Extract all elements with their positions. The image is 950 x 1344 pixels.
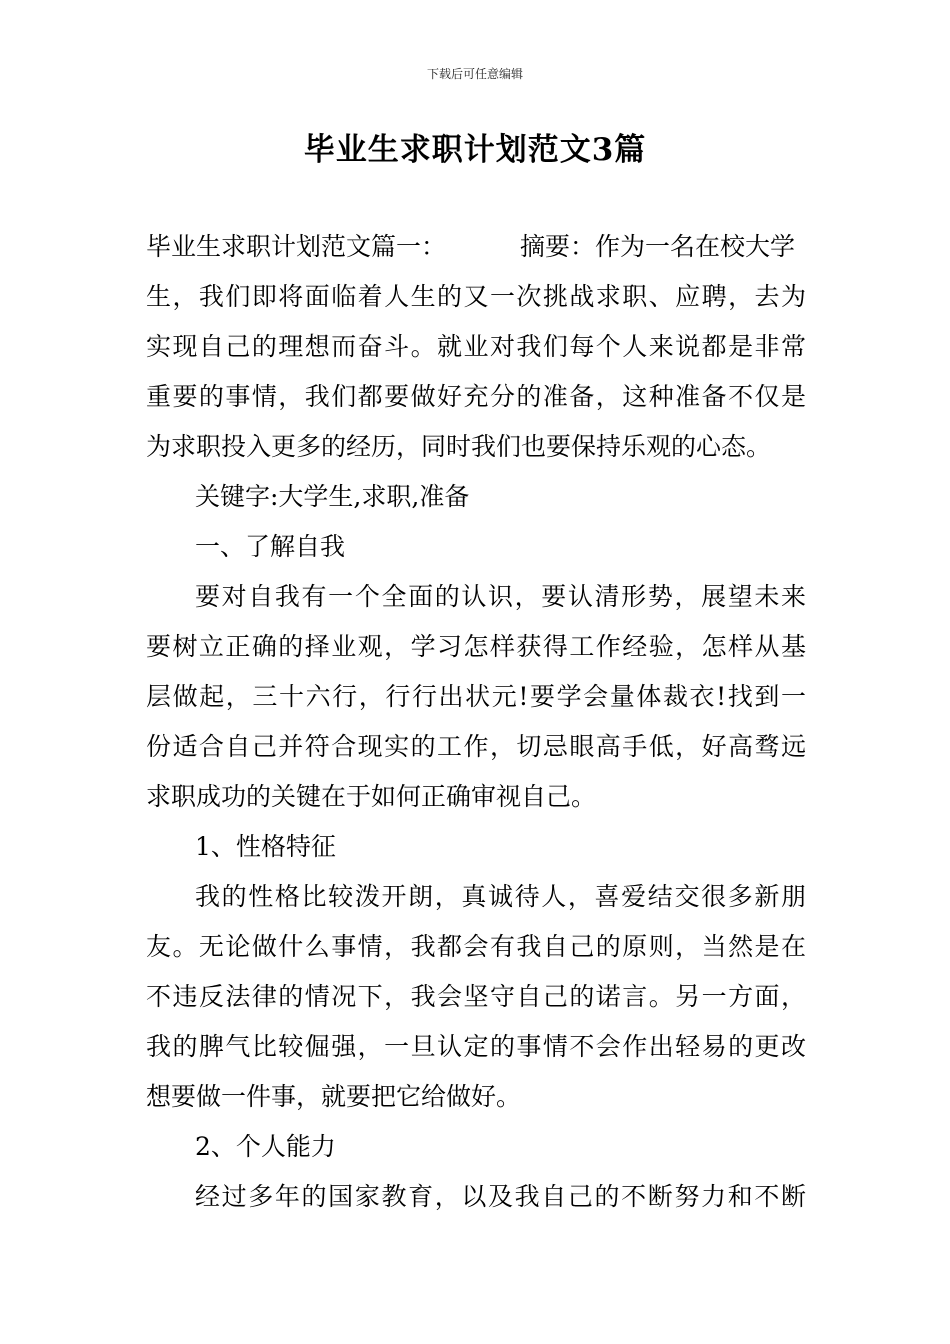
paragraph-line: 层做起，三十六行，行行出状元!要学会量体裁衣!找到一 — [146, 682, 806, 711]
subsection-heading: 2、个人能力 — [195, 1132, 336, 1161]
subsection-heading: 1、性格特征 — [195, 832, 336, 861]
paragraph-line: 经过多年的国家教育，以及我自己的不断努力和不断 — [195, 1182, 806, 1211]
section-label: 毕业生求职计划范文篇一： — [146, 232, 447, 261]
paragraph-line: 份适合自己并符合现实的工作，切忌眼高手低，好高骛远 — [146, 732, 806, 761]
section-heading: 一、了解自我 — [195, 532, 346, 561]
paragraph-line: 求职成功的关键在于如何正确审视自己。 — [146, 782, 597, 811]
intro-line — [146, 230, 806, 264]
document-title: 毕业生求职计划范文3篇 — [303, 132, 647, 168]
paragraph-line: 要对自我有一个全面的认识，要认清形势，展望未来 — [195, 582, 806, 611]
paragraph-line: 我的性格比较泼开朗，真诚待人，喜爱结交很多新朋 — [195, 882, 806, 911]
paragraph-line: 要树立正确的择业观，学习怎样获得工作经验，怎样从基 — [146, 632, 806, 661]
abstract-start: 摘要：作为一名在校大学 — [520, 232, 796, 261]
paragraph-line: 重要的事情，我们都要做好充分的准备，这种准备不仅是 — [146, 382, 806, 411]
paragraph-line: 实现自己的理想而奋斗。就业对我们每个人来说都是非常 — [146, 332, 806, 361]
paragraph-line: 为求职投入更多的经历，同时我们也要保持乐观的心态。 — [146, 432, 772, 461]
page-header-note: 下载后可任意编辑 — [426, 67, 523, 81]
paragraph-line: 不违反法律的情况下，我会坚守自己的诺言。另一方面， — [146, 982, 806, 1011]
paragraph-line: 友。无论做什么事情，我都会有我自己的原则，当然是在 — [146, 932, 806, 961]
paragraph-line: 想要做一件事，就要把它给做好。 — [146, 1082, 522, 1111]
paragraph-line: 生，我们即将面临着人生的又一次挑战求职、应聘，去为 — [146, 282, 806, 311]
paragraph-line: 我的脾气比较倔强，一旦认定的事情不会作出轻易的更改 — [146, 1032, 806, 1061]
keywords-line: 关键字:大学生,求职,准备 — [195, 482, 470, 511]
